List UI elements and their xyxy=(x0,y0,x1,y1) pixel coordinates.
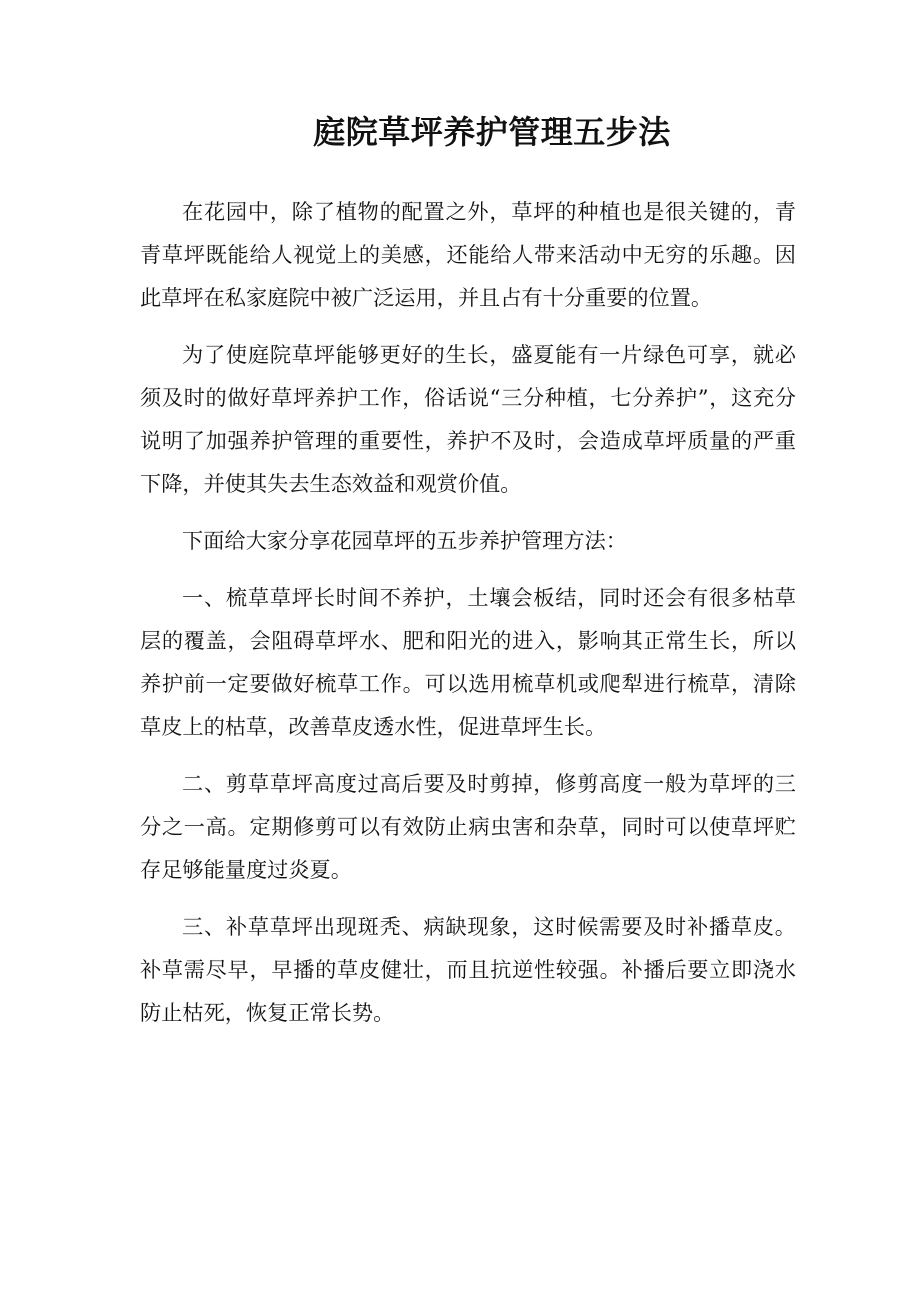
paragraph-step-2: 二、剪草草坪高度过高后要及时剪掉，修剪高度一般为草坪的三分之一高。定期修剪可以有效防止病虫害和杂草，同时可以使草坪贮存足够能量度过炎夏。 xyxy=(140,771,796,882)
document-body xyxy=(140,190,796,1048)
document-title: 庭院草坪养护管理五步法 xyxy=(313,113,671,151)
paragraph-intro: 在花园中，除了植物的配置之外，草坪的种植也是很关键的，青青草坪既能给人视觉上的美感，还能给人带来活动中无穷的乐趣。因此草坪在私家庭院中被广泛运用，并且占有十分重要的位置。 xyxy=(140,199,796,310)
paragraph-step-1: 一、梳草草坪长时间不养护，土壤会板结，同时还会有很多枯草层的覆盖，会阻碍草坪水、肥和阳光的进入，影响其正常生长，所以养护前一定要做好梳草工作。可以选用梳草机或爬犁进行梳草，清除草皮上的枯草，改善草皮透水性，促进草坪生长。 xyxy=(140,585,796,739)
paragraph-step-3: 三、补草草坪出现斑秃、病缺现象，这时候需要及时补播草皮。补草需尽早，早播的草皮健壮，而且抗逆性较强。补播后要立即浇水防止枯死，恢复正常长势。 xyxy=(140,914,796,1025)
paragraph-lead-in: 下面给大家分享花园草坪的五步养护管理方法： xyxy=(182,528,627,553)
paragraph-importance: 为了使庭院草坪能够更好的生长，盛夏能有一片绿色可享，就必须及时的做好草坪养护工作，俗话说“三分种植，七分养护”，这充分说明了加强养护管理的重要性，养护不及时，会造成草坪质量的严重下降，并使其失去生态效益和观赏价值。 xyxy=(140,342,796,496)
